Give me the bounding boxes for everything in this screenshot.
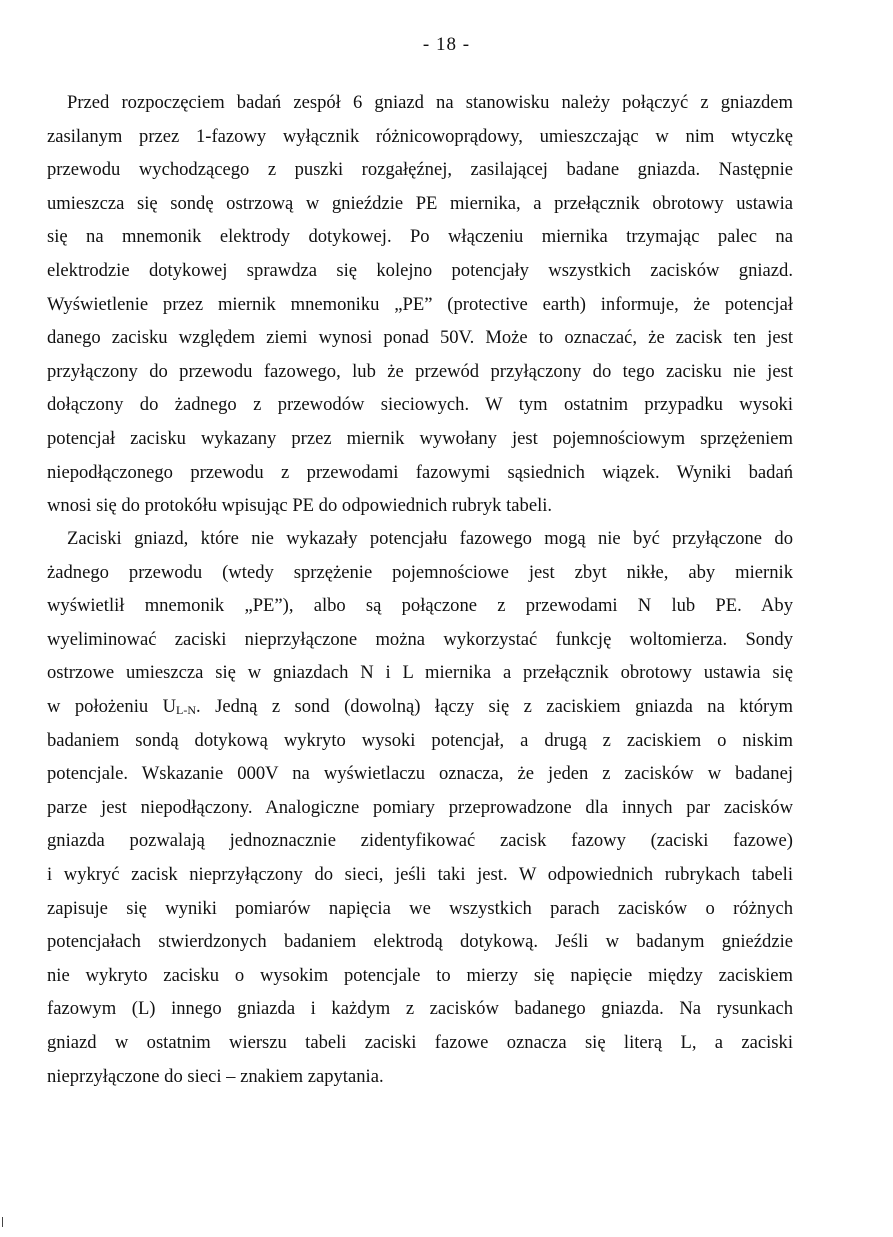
paragraph-2	[47, 522, 793, 1093]
paragraph-line: wnosi się do protokółu wpisując PE do odpowiednich rubryk tabeli.	[47, 495, 553, 517]
voltage-subscript: L-N	[176, 702, 197, 717]
paragraph-line: niepodłączonego przewodu z przewodami fazowymi sąsiednich wiązek. Wyniki badań	[47, 461, 793, 483]
paragraph-line: danego zacisku względem ziemi wynosi ponad 50V. Może to oznaczać, że zacisk ten jest	[47, 327, 793, 349]
paragraph-line: zapisuje się wyniki pomiarów napięcia we wszystkich parach zacisków o różnych	[47, 897, 793, 919]
paragraph-line: przyłączony do przewodu fazowego, lub że przewód przyłączony do tego zacisku nie jest	[47, 360, 793, 382]
paragraph-1	[47, 86, 793, 523]
paragraph-line: potencjale. Wskazanie 000V na wyświetlaczu oznacza, że jeden z zacisków w badanej	[47, 763, 793, 785]
paragraph-line: wyeliminować zaciski nieprzyłączone można wykorzystać funkcję woltomierza. Sondy	[47, 628, 793, 650]
paragraph-line: wyświetlił mnemonik „PE”), albo są połączone z przewodami N lub PE. Aby	[47, 595, 793, 617]
paragraph-line: potencjałach stwierdzonych badaniem elektrodą dotykową. Jeśli w badanym gnieździe	[47, 931, 793, 953]
paragraph-line: nieprzyłączone do sieci – znakiem zapytania.	[47, 1065, 384, 1087]
paragraph-line: parze jest niepodłączony. Analogiczne pomiary przeprowadzone dla innych par zacisków	[47, 796, 793, 818]
paragraph-line: dołączony do żadnego z przewodów sieciowych. W tym ostatnim przypadku wysoki	[47, 394, 793, 416]
paragraph-line: badaniem sondą dotykową wykryto wysoki potencjał, a drugą z zaciskiem o niskim	[47, 729, 793, 751]
paragraph-line: nie wykryto zacisku o wysokim potencjale to mierzy się napięcie między zaciskiem	[47, 964, 793, 986]
paragraph-line: Wyświetlenie przez miernik mnemoniku „PE” (protective earth) informuje, że potencjał	[47, 293, 793, 315]
scan-margin-mark	[2, 1217, 3, 1227]
paragraph-line: elektrodzie dotykowej sprawdza się kolejno potencjały wszystkich zacisków gniazd.	[47, 259, 793, 281]
paragraph-line: i wykryć zacisk nieprzyłączony do sieci, jeśli taki jest. W odpowiednich rubrykach tabeli	[47, 863, 793, 885]
paragraph-line: Zaciski gniazd, które nie wykazały potencjału fazowego mogą nie być przyłączone do	[67, 528, 793, 549]
page-number: - 18 -	[422, 34, 471, 55]
paragraph-line: gniazda pozwalają jednoznacznie zidentyfikować zacisk fazowy (zaciski fazowe)	[47, 830, 793, 852]
paragraph-line: żadnego przewodu (wtedy sprzężenie pojemnościowe jest zbyt nikłe, aby miernik	[47, 561, 793, 583]
paragraph-line: Przed rozpoczęciem badań zespół 6 gniazd na stanowisku należy połączyć z gniazdem	[67, 92, 793, 113]
paragraph-line: fazowym (L) innego gniazda i każdym z zacisków badanego gniazda. Na rysunkach	[47, 998, 793, 1020]
paragraph-line: się na mnemonik elektrody dotykowej. Po włączeniu miernika trzymając palec na	[47, 226, 793, 248]
paragraph-line: umieszcza się sondę ostrzową w gnieździe PE miernika, a przełącznik obrotowy ustawia	[47, 192, 793, 214]
paragraph-line: przewodu wychodzącego z puszki rozgałęźnej, zasilającej badane gniazda. Następnie	[47, 159, 793, 181]
paragraph-line: ostrzowe umieszcza się w gniazdach N i L miernika a przełącznik obrotowy ustawia się	[47, 662, 793, 684]
paragraph-line: gniazd w ostatnim wierszu tabeli zaciski fazowe oznacza się literą L, a zaciski	[47, 1031, 793, 1053]
paragraph-line-with-subscript	[47, 690, 793, 724]
line-text-after-subscript: . Jedną z sond (dowolną) łączy się z zaciskiem gniazda na którym	[196, 695, 793, 717]
paragraph-line: potencjał zacisku wykazany przez miernik wywołany jest pojemnościowym sprzężeniem	[47, 427, 793, 449]
paragraph-line: zasilanym przez 1-fazowy wyłącznik różnicowoprądowy, umieszczając w nim wtyczkę	[47, 125, 793, 147]
line-text-before-subscript: w położeniu U	[47, 695, 177, 717]
